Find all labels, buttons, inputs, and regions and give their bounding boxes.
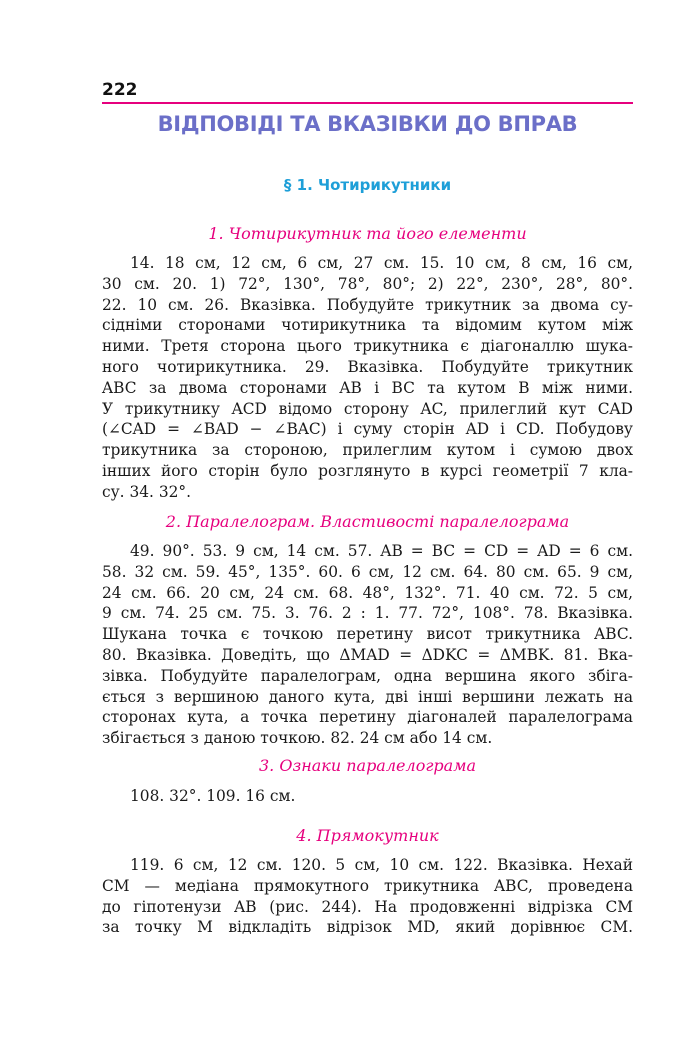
text-line: до гіпотенузи AB (рис. 244). На продовженні відрізка CM: [102, 897, 633, 916]
text-line: ними. Третя сторона цього трикутника є діагоналлю шука-: [102, 337, 633, 356]
page-title: ВІДПОВІДІ ТА ВКАЗІВКИ ДО ВПРАВ: [157, 112, 578, 136]
text-line: сідніми сторонами чотирикутника та відомим кутом між: [102, 316, 633, 335]
subsection-2-text: [102, 541, 633, 749]
text-line: 24 см. 66. 20 см, 24 см. 68. 48°, 132°. 71. 40 см. 72. 5 см,: [102, 583, 633, 602]
text-line: 14. 18 см, 12 см, 6 см, 27 см. 15. 10 см, 8 см, 16 см,: [130, 254, 633, 272]
text-line: трикутника за стороною, прилеглим кутом і сумою двох: [102, 441, 633, 460]
text-line: за точку M відкладіть відрізок MD, який дорівнює CM.: [102, 918, 633, 937]
section-title: § 1. Чотирикутники: [283, 176, 452, 194]
header-rule: [102, 102, 633, 104]
text-line: 49. 90°. 53. 9 см, 14 см. 57. AB = BC = CD = AD = 6 см.: [130, 542, 633, 560]
subsection-heading-3: 3. Ознаки паралелограма: [259, 756, 476, 775]
text-line: CM — медіана прямокутного трикутника ABC, проведена: [102, 876, 633, 895]
text-line: Шукана точка є точкою перетину висот трикутника ABC.: [102, 625, 633, 644]
subsection-1-text: [102, 253, 633, 503]
text-line: У трикутнику ACD відомо сторону AC, прилеглий кут CAD: [102, 399, 633, 418]
text-line: 119. 6 см, 12 см. 120. 5 см, 10 см. 122. Вказівка. Нехай: [130, 856, 633, 874]
text-line: ється з вершиною даного кута, дві інші вершини лежать на: [102, 687, 633, 706]
text-line: 58. 32 см. 59. 45°, 135°. 60. 6 см, 12 см. 64. 80 см. 65. 9 см,: [102, 562, 633, 581]
text-line: 9 см. 74. 25 см. 75. 3. 76. 2 : 1. 77. 72°, 108°. 78. Вказівка.: [102, 604, 633, 623]
text-line: 30 см. 20. 1) 72°, 130°, 78°, 80°; 2) 22°, 230°, 28°, 80°.: [102, 274, 633, 293]
page-number: 222: [102, 80, 138, 100]
subsection-heading-4: 4. Прямокутник: [296, 826, 439, 845]
text-line: су. 34. 32°.: [102, 482, 191, 501]
subsection-3-text: [102, 786, 633, 807]
text-line: інших його сторін було розглянуто в курсі геометрії 7 кла-: [102, 461, 633, 480]
text-line: (∠CAD = ∠BAD − ∠BAC) і суму сторін AD і CD. Побудову: [102, 420, 633, 439]
text-line: ABC за двома сторонами AB і BC та кутом B між ними.: [102, 378, 633, 397]
text-line: ного чотирикутника. 29. Вказівка. Побудуйте трикутник: [102, 357, 633, 376]
subsection-4-text: [102, 855, 633, 938]
text-line: збігається з даною точкою. 82. 24 см або 14 см.: [102, 729, 493, 748]
subsection-heading-2: 2. Паралелограм. Властивості паралелограма: [165, 512, 570, 531]
text-line: 22. 10 см. 26. Вказівка. Побудуйте трикутник за двома су-: [102, 295, 633, 314]
text-line: 80. Вказівка. Доведіть, що ΔMAD = ΔDKC = ΔMBK. 81. Вка-: [102, 645, 633, 664]
subsection-heading-1: 1. Чотирикутник та його елементи: [208, 224, 527, 243]
text-line: зівка. Побудуйте паралелограм, одна вершина якого збіга-: [102, 666, 633, 685]
text-line: сторонах кута, а точка перетину діагоналей паралелограма: [102, 708, 633, 727]
text-line: 108. 32°. 109. 16 см.: [130, 787, 296, 805]
